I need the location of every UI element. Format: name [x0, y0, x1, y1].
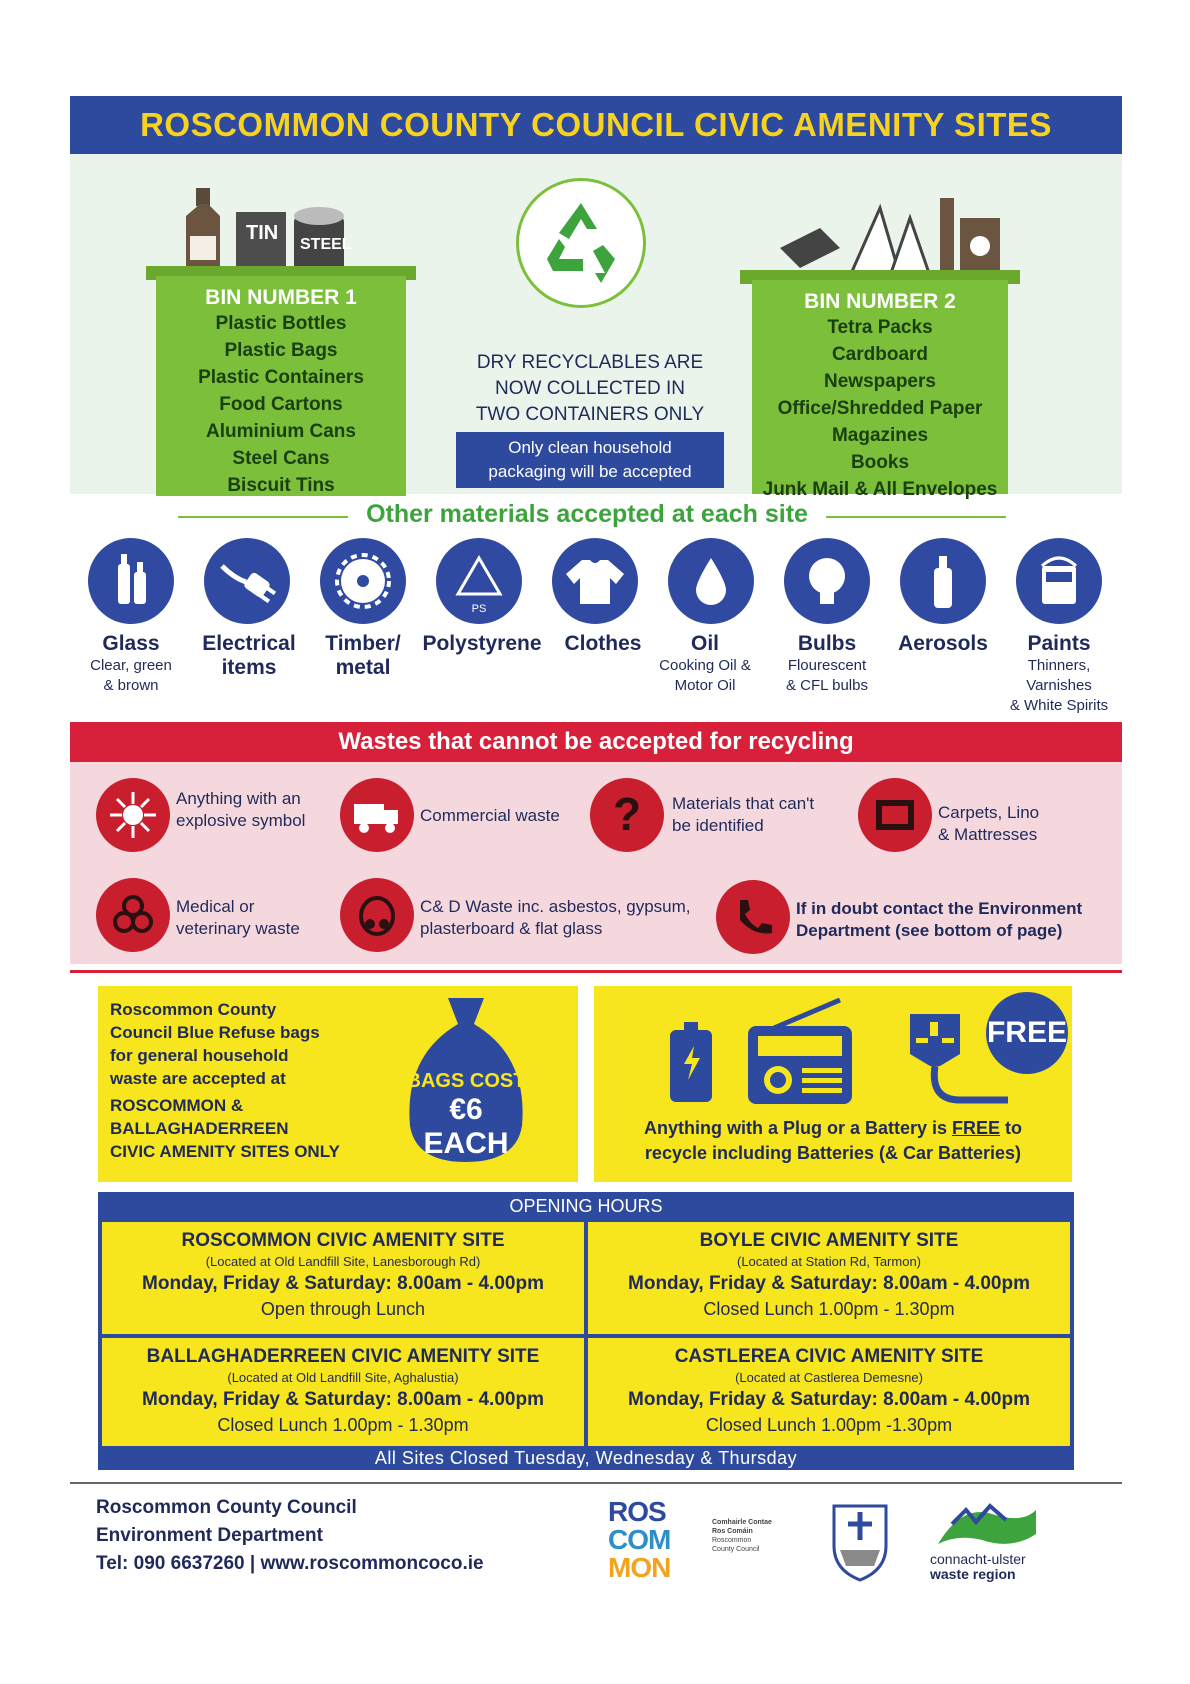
bin2-item: Junk Mail & All Envelopes: [762, 479, 998, 500]
refuse-line: ROSCOMMON &: [110, 1096, 244, 1115]
material-name: Clothes: [564, 632, 642, 655]
aerosol-icon: [900, 538, 986, 624]
center-line: DRY RECYCLABLES ARE: [476, 352, 704, 373]
site-lunch: Closed Lunch 1.00pm - 1.30pm: [703, 1299, 955, 1319]
shirt-icon: [552, 538, 638, 624]
not-accepted-carpets: [938, 802, 1039, 846]
not-accepted-title: Wastes that cannot be accepted for recycling: [338, 728, 854, 755]
divider-line: [70, 970, 1122, 973]
recycle-ps-icon: [436, 538, 522, 624]
notice-line: packaging will be accepted: [488, 462, 692, 481]
free-recycle-text: [598, 1116, 1068, 1166]
site-days: Monday, Friday & Saturday: 8.00am - 4.00pm: [628, 1389, 1030, 1410]
center-line: NOW COLLECTED IN: [494, 378, 686, 399]
logo-line: COM: [608, 1524, 671, 1555]
free-recycle-line1: [598, 1116, 1068, 1141]
material-sub: Thinners,: [1027, 657, 1091, 674]
refuse-line: Roscommon County: [110, 1000, 277, 1019]
council-crest-icon: [820, 1500, 900, 1584]
material-name: Aerosols: [898, 632, 988, 655]
paper-boxes-icon: [770, 188, 1020, 278]
ps-label: PS: [471, 603, 487, 615]
bin2-item: Books: [850, 452, 910, 473]
material-timber: [300, 632, 426, 680]
tin-label: TIN: [246, 222, 279, 244]
bin1-illustration: [176, 186, 386, 276]
bottle-tin-can-icon: [176, 186, 386, 276]
material-name: Polystyrene: [422, 632, 542, 655]
site-ballaghaderreen: [102, 1338, 584, 1446]
paint-tin-icon: [1016, 538, 1102, 624]
material-bulbs: [764, 632, 890, 696]
bag-label-line: BAGS COST: [406, 1070, 526, 1092]
refuse-line: BALLAGHADERREEN: [110, 1119, 289, 1138]
mask-icon: [340, 878, 414, 952]
footer-contact: [96, 1494, 556, 1578]
not-accepted-commercial: [420, 805, 560, 827]
material-glass: [68, 632, 194, 696]
not-accepted-text: veterinary waste: [176, 919, 300, 938]
recycle-icon: [519, 181, 643, 305]
bin1-item: Steel Cans: [232, 448, 330, 469]
bin1-item: Plastic Bottles: [215, 313, 347, 334]
site-lunch: Closed Lunch 1.00pm -1.30pm: [705, 1415, 953, 1435]
radio-icon: [744, 998, 856, 1106]
material-sub: & brown: [103, 677, 159, 694]
caption-line: Ros Comáin: [712, 1528, 753, 1535]
material-name: Paints: [1027, 632, 1091, 655]
logo-line: MON: [608, 1552, 671, 1583]
material-name: Glass: [102, 632, 160, 655]
truck-icon: [340, 778, 414, 852]
divider-line: [70, 1482, 1122, 1484]
site-boyle: [588, 1222, 1070, 1334]
site-name: BALLAGHADERREEN CIVIC AMENITY SITE: [146, 1346, 540, 1367]
free-line-text: to: [1000, 1118, 1023, 1138]
bin1-title: BIN NUMBER 1: [205, 286, 357, 309]
bin2-item: Office/Shredded Paper: [777, 398, 983, 419]
refuse-line: for general household: [110, 1046, 289, 1065]
bin2-title: BIN NUMBER 2: [804, 290, 956, 313]
other-materials-title: Other materials accepted at each site: [366, 500, 808, 528]
not-accepted-text: Materials that can't: [672, 794, 815, 813]
roscommon-logo-caption: [712, 1518, 792, 1554]
material-name: items: [221, 656, 277, 679]
clean-packaging-notice: [456, 432, 724, 488]
bulb-icon: [784, 538, 870, 624]
material-sub: Flourescent: [787, 657, 867, 674]
site-location: (Located at Old Landfill Site, Aghalustia): [227, 1370, 459, 1385]
oil-drop-icon: [668, 538, 754, 624]
footer-phone-web[interactable]: Tel: 090 6637260 | www.roscommoncoco.ie: [96, 1553, 484, 1574]
not-accepted-text: & Mattresses: [938, 825, 1038, 844]
bin1-item: Plastic Bags: [224, 340, 338, 361]
not-accepted-text: explosive symbol: [176, 811, 306, 830]
material-polystyrene: [414, 632, 550, 656]
not-accepted-medical: [176, 896, 300, 940]
bin2-illustration: [770, 188, 1020, 278]
site-location: (Located at Station Rd, Tarmon): [736, 1254, 922, 1269]
not-accepted-text: Carpets, Lino: [938, 803, 1040, 822]
bin1-item: Aluminium Cans: [206, 421, 356, 442]
notice-line: Only clean household: [508, 438, 672, 457]
cuwr-logo-icon: [932, 1494, 1042, 1554]
bag-price-label: [404, 1070, 528, 1161]
footer-org: Roscommon County Council: [96, 1497, 357, 1518]
material-electrical: [186, 632, 312, 680]
material-sub: & CFL bulbs: [786, 677, 868, 694]
free-line-text: Anything with a Plug or a Battery is: [643, 1118, 953, 1138]
opening-hours-title: OPENING HOURS: [509, 1196, 663, 1216]
bin2-item: Tetra Packs: [827, 317, 933, 338]
site-lunch: Open through Lunch: [260, 1299, 426, 1319]
not-accepted-text: C& D Waste inc. asbestos, gypsum,: [420, 897, 691, 916]
bottles-icon: [88, 538, 174, 624]
bin1-item: Plastic Containers: [198, 367, 364, 388]
material-paints: [996, 632, 1122, 716]
site-name: ROSCOMMON CIVIC AMENITY SITE: [181, 1230, 505, 1251]
roscommon-logo: [608, 1498, 704, 1582]
recycle-logo: [516, 178, 646, 308]
explosive-icon: [96, 778, 170, 852]
center-line: TWO CONTAINERS ONLY: [475, 404, 705, 425]
question-icon: [590, 778, 664, 852]
bin2-item: Magazines: [831, 425, 929, 446]
site-lunch: Closed Lunch 1.00pm - 1.30pm: [217, 1415, 469, 1435]
not-accepted-text: plasterboard & flat glass: [420, 919, 603, 938]
not-accepted-text: If in doubt contact the Environment: [796, 899, 1083, 918]
dry-recyclables-text: [440, 350, 740, 428]
divider-line: [826, 516, 1006, 518]
bin2: [752, 280, 1008, 500]
carpet-icon: [858, 778, 932, 852]
footer-dept: Environment Department: [96, 1525, 323, 1546]
material-name: Bulbs: [797, 632, 857, 655]
material-aerosols: [880, 632, 1006, 656]
refuse-line: waste are accepted at: [110, 1069, 286, 1088]
not-accepted-text: Department (see bottom of page): [796, 921, 1063, 940]
biohazard-icon: [96, 878, 170, 952]
refuse-bags-text: [110, 998, 410, 1163]
material-sub: & White Spirits: [1009, 697, 1109, 714]
site-castlerea: [588, 1338, 1070, 1446]
material-name: Timber/: [325, 632, 401, 655]
not-accepted-text: Commercial waste: [420, 806, 560, 825]
bag-label-line: €6 EACH: [423, 1093, 509, 1160]
region-line: waste region: [930, 1566, 1016, 1582]
phone-icon: [716, 880, 790, 954]
site-location: (Located at Old Landfill Site, Lanesborough Rd): [205, 1254, 481, 1269]
free-emphasis: FREE: [952, 1118, 1001, 1138]
free-badge-label: FREE: [986, 1016, 1067, 1049]
caption-line: County Council: [712, 1546, 760, 1553]
material-sub: Varnishes: [1026, 677, 1092, 694]
site-location: (Located at Castlerea Demesne): [735, 1370, 923, 1385]
site-name: BOYLE CIVIC AMENITY SITE: [699, 1230, 959, 1251]
divider-line: [178, 516, 348, 518]
bin1-item: Food Cartons: [219, 394, 343, 415]
site-days: Monday, Friday & Saturday: 8.00am - 4.00pm: [628, 1273, 1030, 1294]
not-accepted-contact: [796, 898, 1082, 942]
caption-line: Comhairle Contae: [712, 1519, 772, 1526]
battery-icon: [668, 1022, 714, 1104]
caption-line: Roscommon: [712, 1537, 752, 1544]
site-days: Monday, Friday & Saturday: 8.00am - 4.00pm: [142, 1389, 544, 1410]
site-roscommon: [102, 1222, 584, 1334]
bin1-item: Biscuit Tins: [227, 475, 335, 496]
refuse-bag-icon: [404, 996, 528, 1166]
refuse-line: CIVIC AMENITY SITES ONLY: [110, 1142, 340, 1161]
svg-text:?: ?: [612, 788, 642, 840]
material-sub: Clear, green: [90, 657, 172, 674]
material-oil: [642, 632, 768, 696]
free-recycle-line2: recycle including Batteries (& Car Batteries): [644, 1143, 1022, 1163]
region-line: connacht-ulster: [930, 1551, 1026, 1567]
bin1: [156, 276, 406, 496]
not-accepted-text: Anything with an: [176, 789, 301, 808]
page-title: ROSCOMMON COUNTY COUNCIL CIVIC AMENITY SITES: [140, 106, 1052, 143]
logo-line: ROS: [608, 1496, 666, 1527]
material-name: Electrical: [202, 632, 296, 655]
not-accepted-unidentified: [672, 793, 814, 837]
site-days: Monday, Friday & Saturday: 8.00am - 4.00pm: [142, 1273, 544, 1294]
material-name: metal: [335, 656, 391, 679]
not-accepted-text: Medical or: [176, 897, 255, 916]
plug-icon: [204, 538, 290, 624]
bin2-item: Newspapers: [824, 371, 936, 392]
material-sub: Motor Oil: [674, 677, 736, 694]
not-accepted-explosive: [176, 788, 305, 832]
material-sub: Cooking Oil &: [659, 657, 751, 674]
not-accepted-text: be identified: [672, 816, 764, 835]
site-name: CASTLEREA CIVIC AMENITY SITE: [674, 1346, 984, 1367]
closed-days-note: All Sites Closed Tuesday, Wednesday & Thursday: [374, 1448, 798, 1468]
saw-blade-icon: [320, 538, 406, 624]
steel-label: STEEL: [300, 236, 352, 253]
bin2-item: Cardboard: [831, 344, 929, 365]
not-accepted-cd-waste: [420, 896, 691, 940]
material-name: Oil: [690, 632, 719, 655]
refuse-line: Council Blue Refuse bags: [110, 1023, 320, 1042]
cuwr-logo-text: [930, 1552, 1060, 1582]
